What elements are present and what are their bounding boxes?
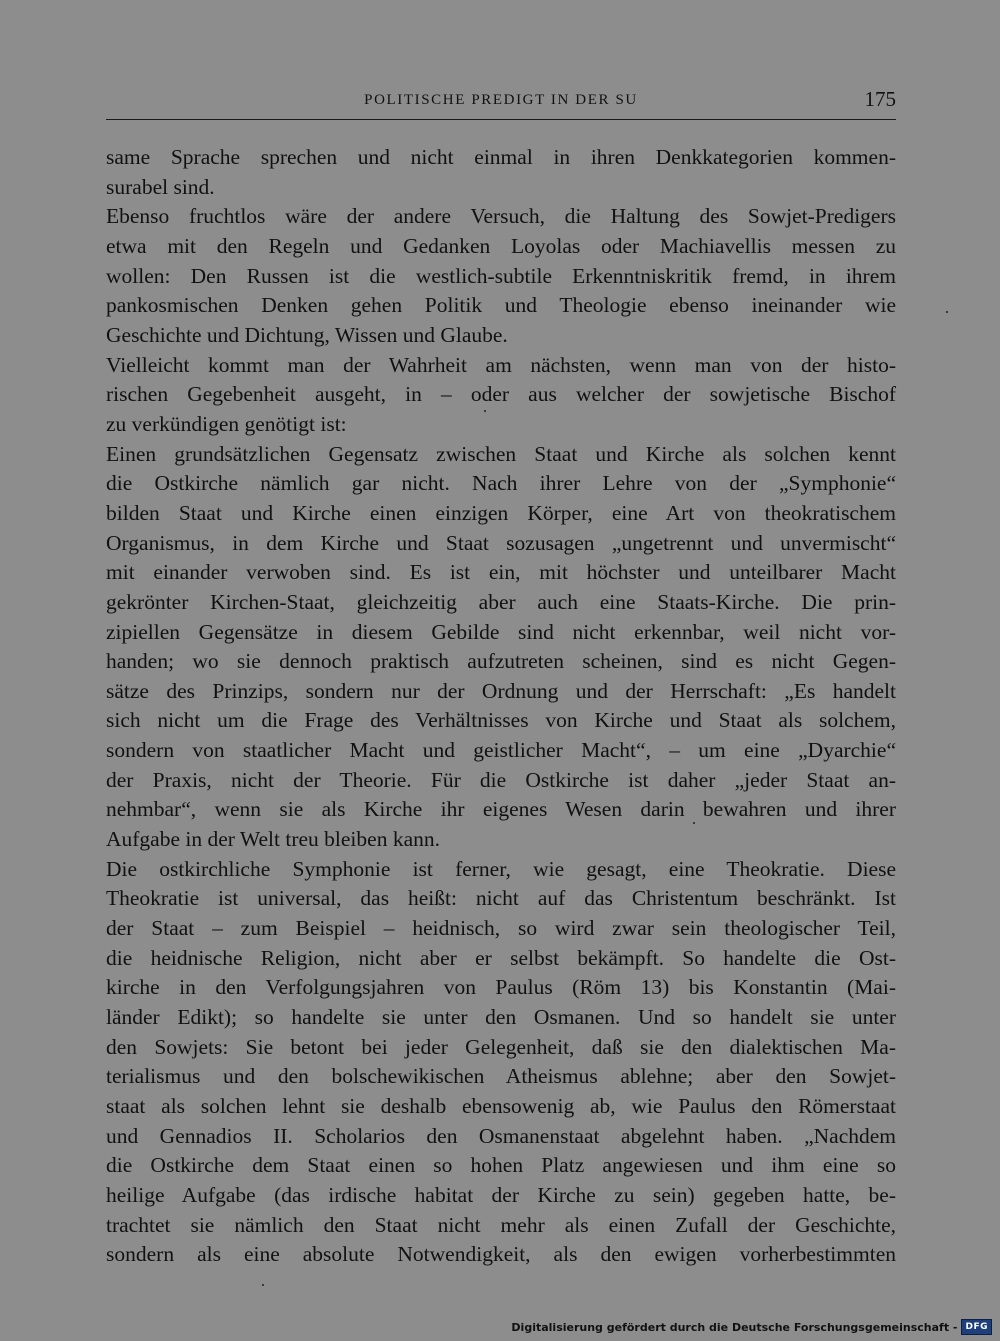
text-line: sondern als eine absolute Notwendigkeit, als den ewigen vorherbestimmten	[106, 1242, 896, 1267]
text-line: Vielleicht kommt man der Wahrheit am nächsten, wenn man von der histo-	[106, 352, 896, 377]
text-line: sondern von staatlicher Macht und geistlicher Macht“, – um eine „Dyarchie“	[106, 738, 896, 763]
text-line: terialismus und den bolschewikischen Atheismus ablehne; aber den Sowjet-	[106, 1064, 896, 1089]
text-line: Die ostkirchliche Symphonie ist ferner, wie gesagt, eine Theokratie. Diese	[106, 856, 896, 881]
text-line: und Gennadios II. Scholarios den Osmanenstaat abgelehnt haben. „Nachdem	[106, 1123, 896, 1148]
text-line: same Sprache sprechen und nicht einmal in ihren Denkkategorien kommen-	[106, 145, 896, 169]
scan-speck	[484, 410, 486, 412]
text-line: den Sowjets: Sie betont bei jeder Gelegenheit, daß sie den dialektischen Ma-	[106, 1034, 896, 1059]
text-line: länder Edikt); so handelte sie unter den Osmanen. Und so handelt sie unter	[106, 1005, 896, 1030]
dfg-logo: DFG	[961, 1319, 992, 1335]
text-line: der Staat – zum Beispiel – heidnisch, so wird zwar sein theologischer Teil,	[106, 916, 896, 941]
text-line: nehmbar“, wenn sie als Kirche ihr eigenes Wesen darin bewahren und ihrer	[106, 797, 896, 822]
text-line: gekrönter Kirchen-Staat, gleichzeitig aber auch eine Staats-Kirche. Die prin-	[106, 589, 896, 614]
scan-speck	[262, 1284, 264, 1286]
text-line: trachtet sie nämlich den Staat nicht mehr als einen Zufall der Geschichte,	[106, 1212, 896, 1237]
digitization-credit	[511, 1316, 992, 1338]
text-line: surabel sind.	[106, 174, 215, 199]
running-header-title: POLITISCHE PREDIGT IN DER SU	[364, 92, 638, 108]
scan-speck	[946, 311, 948, 313]
text-line: Aufgabe in der Welt treu bleiben kann.	[106, 827, 440, 852]
text-line: mit einander verwoben sind. Es ist ein, mit höchster und unteilbarer Macht	[106, 560, 896, 585]
text-line: Geschichte und Dichtung, Wissen und Glaube.	[106, 322, 508, 347]
text-line: sich nicht um die Frage des Verhältnisses von Kirche und Staat als solchem,	[106, 708, 896, 733]
text-line: etwa mit den Regeln und Gedanken Loyolas oder Machiavellis messen zu	[106, 233, 896, 258]
running-header	[106, 84, 896, 124]
text-line: handen; wo sie dennoch praktisch aufzutreten scheinen, sind es nicht Gegen-	[106, 649, 896, 674]
text-line: die Ostkirche dem Staat einen so hohen Platz angewiesen und ihm eine so	[106, 1153, 896, 1178]
text-line: der Praxis, nicht der Theorie. Für die Ostkirche ist daher „jeder Staat an-	[106, 767, 896, 792]
header-rule	[106, 119, 896, 120]
text-line: rischen Gegebenheit ausgeht, in – oder aus welcher der sowjetische Bischof	[106, 382, 896, 407]
page-number: 175	[864, 87, 896, 111]
text-line: pankosmischen Denken gehen Politik und Theologie ebenso ineinander wie	[106, 293, 896, 318]
text-line: zipiellen Gegensätze in diesem Gebilde sind nicht erkennbar, weil nicht vor-	[106, 619, 896, 644]
text-line: heilige Aufgabe (das irdische habitat der Kirche zu sein) gegeben hatte, be-	[106, 1182, 896, 1207]
text-line: Ebenso fruchtlos wäre der andere Versuch, die Haltung des Sowjet-Predigers	[106, 204, 896, 229]
text-line: wollen: Den Russen ist die westlich-subtile Erkenntniskritik fremd, in ihrem	[106, 263, 896, 288]
text-line: bilden Staat und Kirche einen einzigen Körper, eine Art von theokratischem	[106, 500, 896, 525]
text-line: Einen grundsätzlichen Gegensatz zwischen Staat und Kirche als solchen kennt	[106, 441, 896, 466]
text-line: Theokratie ist universal, das heißt: nicht auf das Christentum beschränkt. Ist	[106, 886, 896, 911]
text-line: kirche in den Verfolgungsjahren von Paulus (Röm 13) bis Konstantin (Mai-	[106, 975, 896, 1000]
body-text	[106, 143, 896, 1270]
scan-speck	[693, 822, 695, 824]
text-line: zu verkündigen genötigt ist:	[106, 411, 347, 436]
text-line: staat als solchen lehnt sie deshalb ebensowenig ab, wie Paulus den Römerstaat	[106, 1094, 896, 1118]
text-line: sätze des Prinzips, sondern nur der Ordnung und der Herrschaft: „Es handelt	[106, 678, 896, 703]
text-line: die heidnische Religion, nicht aber er selbst bekämpft. So handelte die Ost-	[106, 945, 896, 970]
text-line: die Ostkirche nämlich gar nicht. Nach ihrer Lehre von der „Symphonie“	[106, 471, 896, 496]
text-line: Organismus, in dem Kirche und Staat sozusagen „ungetrennt und unvermischt“	[106, 530, 896, 555]
digitization-credit-text: Digitalisierung gefördert durch die Deutsche Forschungsgemeinschaft -	[511, 1320, 958, 1334]
